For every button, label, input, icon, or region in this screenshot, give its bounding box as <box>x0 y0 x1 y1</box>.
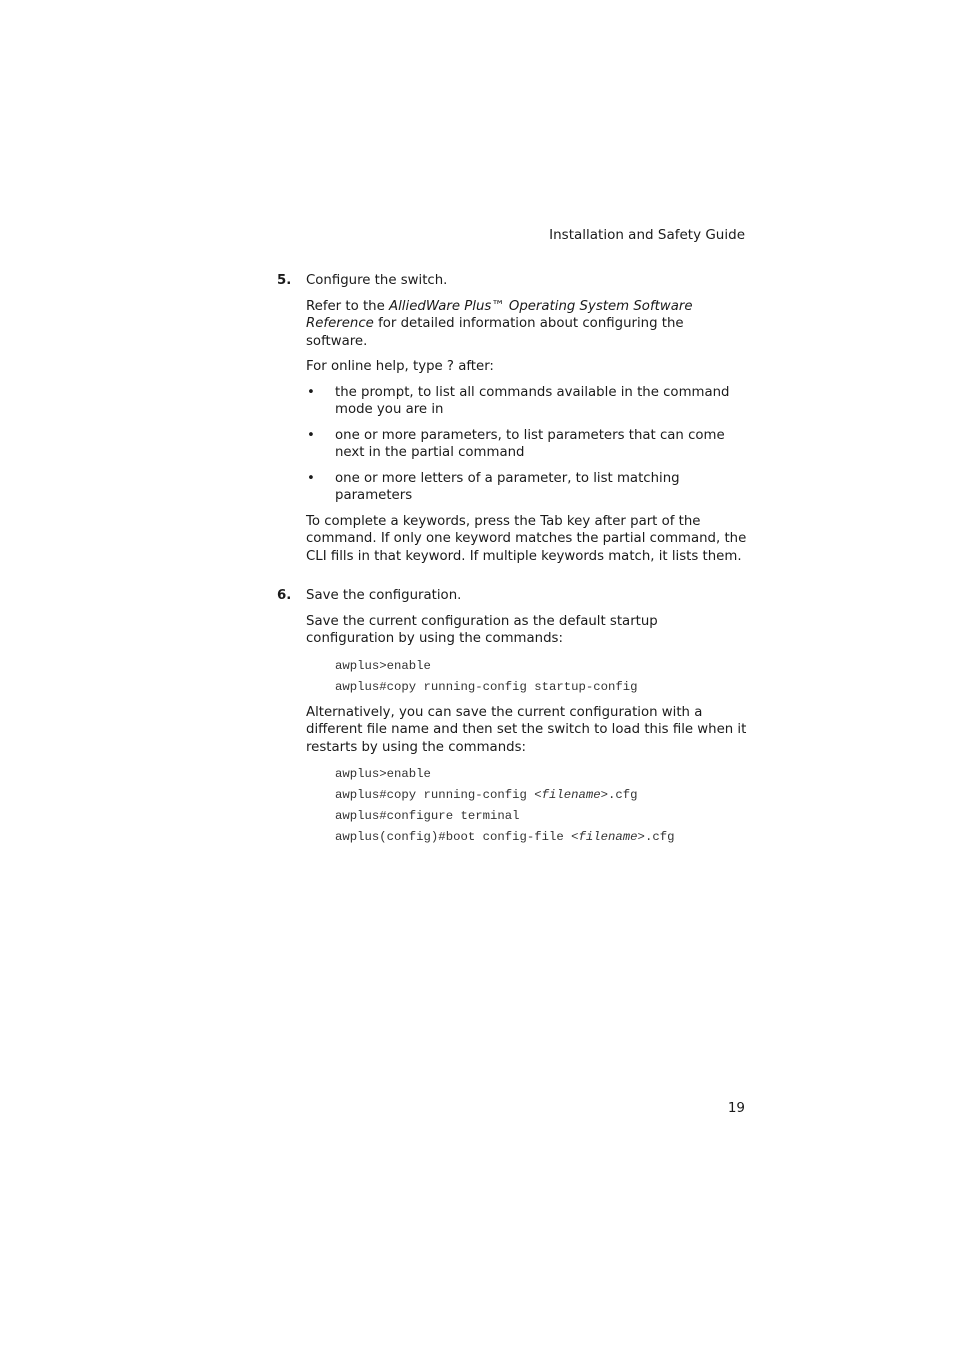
code-placeholder: <filename> <box>571 830 645 844</box>
step-6 <box>277 587 747 848</box>
bullet-icon: • <box>307 427 315 443</box>
step-number: 5. <box>277 273 292 288</box>
reference-title: AlliedWare Plus™ Operating System Software Reference <box>306 298 693 331</box>
page-content <box>277 272 747 854</box>
list-item-text: one or more parameters, to list parameters that can come next in the partial command <box>335 427 725 460</box>
code-line: awplus#configure terminal <box>335 809 520 823</box>
list-item-text: the prompt, to list all commands available in the command mode you are in <box>335 384 730 417</box>
code-line: awplus>enable <box>335 658 431 673</box>
code-text: awplus(config)#boot config-file <box>335 830 572 844</box>
page-number: 19 <box>727 1100 745 1116</box>
code-line <box>335 827 747 848</box>
code-placeholder: <filename> <box>534 788 609 802</box>
step-body <box>306 587 747 848</box>
step-5 <box>277 272 747 565</box>
code-block-default <box>335 656 747 698</box>
code-line <box>335 785 747 806</box>
bullet-icon: • <box>307 384 315 400</box>
step-title: Configure the switch. <box>306 273 448 288</box>
list-item <box>306 384 747 419</box>
step-title: Save the configuration. <box>306 588 462 603</box>
step-number: 6. <box>277 588 292 603</box>
keyword-completion-paragraph: To complete a keywords, press the Tab key after part of the command. If only one keyword matches the partial command, the CLI fills in that keyword. If multiple keywords match, it lists them. <box>306 513 747 564</box>
code-block-alternate <box>335 764 747 848</box>
help-bullet-list <box>306 384 747 505</box>
code-text: .cfg <box>644 830 675 844</box>
reference-paragraph <box>306 298 747 351</box>
reference-text-start: Refer to the <box>306 298 390 314</box>
list-item <box>306 470 747 505</box>
list-item-text: one or more letters of a parameter, to list matching parameters <box>335 470 680 503</box>
running-header: Installation and Safety Guide <box>549 227 745 243</box>
reference-text-end: for detailed information about configuring the software. <box>306 316 684 349</box>
list-item <box>306 427 747 462</box>
code-line: awplus>enable <box>335 767 431 781</box>
step-body <box>306 272 747 565</box>
save-default-paragraph: Save the current configuration as the default startup configuration by using the commands: <box>306 613 658 646</box>
online-help-paragraph: For online help, type ? after: <box>306 359 494 374</box>
save-alternate-paragraph: Alternatively, you can save the current configuration with a different file name and then set the switch to load this file when it restarts by using the commands: <box>306 704 747 755</box>
code-text: .cfg <box>608 788 638 802</box>
code-line: awplus#copy running-config startup-config <box>335 679 638 694</box>
code-text: awplus#copy running-config <box>335 788 535 802</box>
bullet-icon: • <box>307 470 315 486</box>
